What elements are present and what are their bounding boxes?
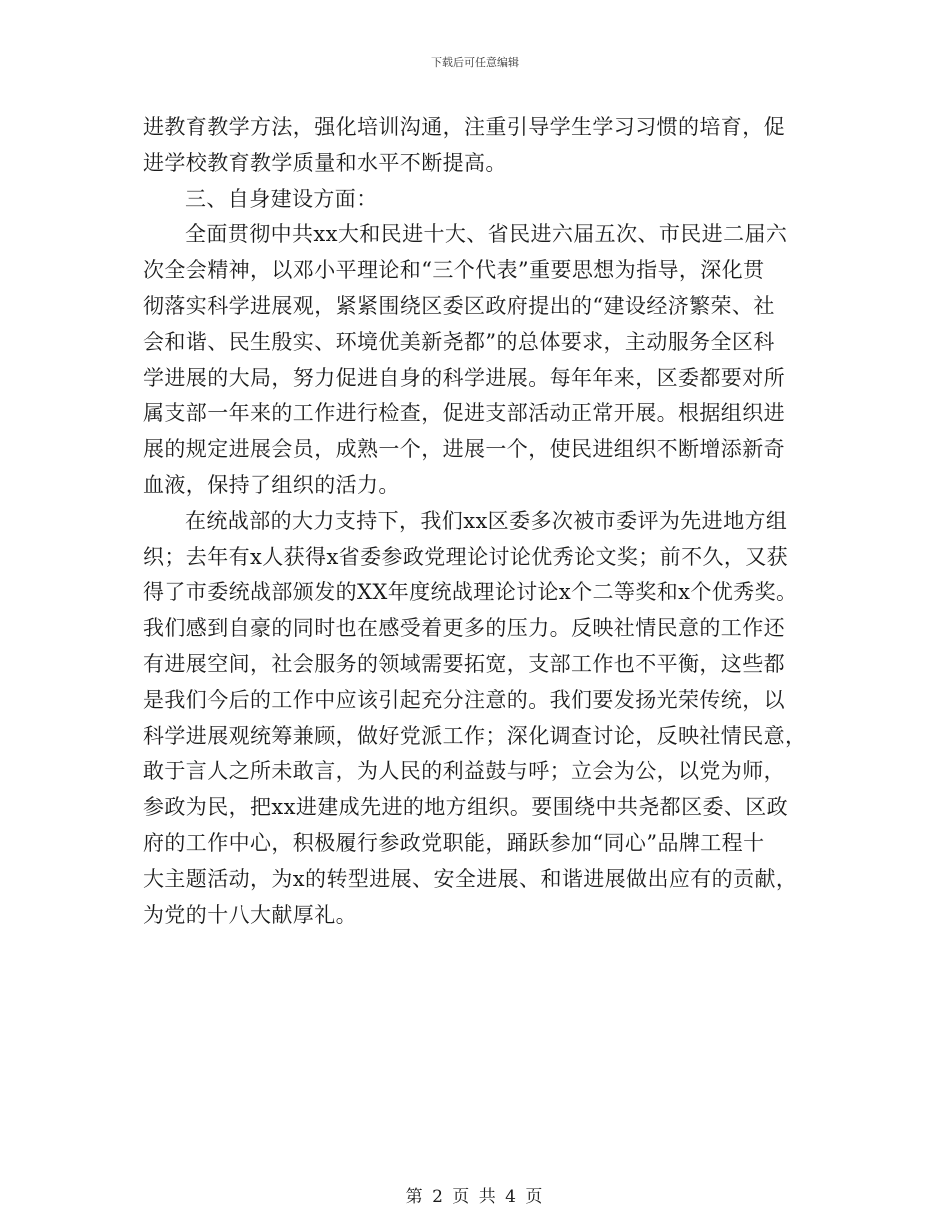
text-line: 我们感到自豪的同时也在感受着更多的压力。反映社情民意的工作还 [143, 616, 785, 641]
text-line: 血液，保持了组织的活力。 [143, 472, 400, 497]
text-line: 全面贯彻中共xx大和民进十大、省民进六届五次、市民进二届六 [185, 222, 788, 247]
text-line: 进教育教学方法，强化培训沟通，注重引导学生学习习惯的培育，促 [143, 115, 785, 139]
text-line: 科学进展观统筹兼顾，做好党派工作；深化调查讨论，反映社情民意， [143, 723, 807, 748]
text-line: 会和谐、民生殷实、环境优美新尧都”的总体要求，主动服务全区科 [143, 329, 775, 354]
document-body [143, 110, 807, 933]
text-line: 是我们今后的工作中应该引起充分注意的。我们要发扬光荣传统，以 [143, 687, 785, 712]
text-line: 有进展空间，社会服务的领域需要拓宽，支部工作也不平衡，这些都 [143, 651, 785, 676]
text-line: 在统战部的大力支持下，我们xx区委多次被市委评为先进地方组 [185, 508, 788, 533]
text-line: 织；去年有x人获得x省委参政党理论讨论优秀论文奖；前不久，又获 [143, 544, 789, 569]
text-line: 敢于言人之所未敢言，为人民的利益鼓与呼；立会为公，以党为师， [143, 759, 785, 784]
text-line: 三、自身建设方面： [185, 186, 378, 211]
text-line: 属支部一年来的工作进行检查，促进支部活动正常开展。根据组织进 [143, 401, 785, 426]
text-line: 进学校教育教学质量和水平不断提高。 [143, 150, 507, 175]
text-line: 为党的十八大献厚礼。 [143, 902, 357, 927]
text-line: 次全会精神，以邓小平理论和“三个代表”重要思想为指导，深化贯 [143, 258, 765, 283]
text-line: 大主题活动，为x的转型进展、安全进展、和谐进展做出应有的贡献， [143, 866, 798, 891]
text-line: 府的工作中心，积极履行参政党职能，踊跃参加“同心”品牌工程十 [143, 830, 765, 855]
text-line: 参政为民，把xx进建成先进的地方组织。要围绕中共尧都区委、区政 [143, 795, 789, 820]
page-footer: 第 2 页 共 4 页 [405, 1187, 545, 1207]
text-line: 学进展的大局，努力促进自身的科学进展。每年年来，区委都要对所 [143, 365, 785, 390]
text-line: 展的规定进展会员，成熟一个，进展一个，使民进组织不断增添新奇 [143, 437, 785, 462]
text-line: 得了市委统战部颁发的XX年度统战理论讨论x个二等奖和x个优秀奖。 [143, 580, 798, 605]
text-line: 彻落实科学进展观，紧紧围绕区委区政府提出的“建设经济繁荣、社 [143, 293, 775, 318]
page-header: 下载后可任意编辑 [431, 56, 519, 69]
